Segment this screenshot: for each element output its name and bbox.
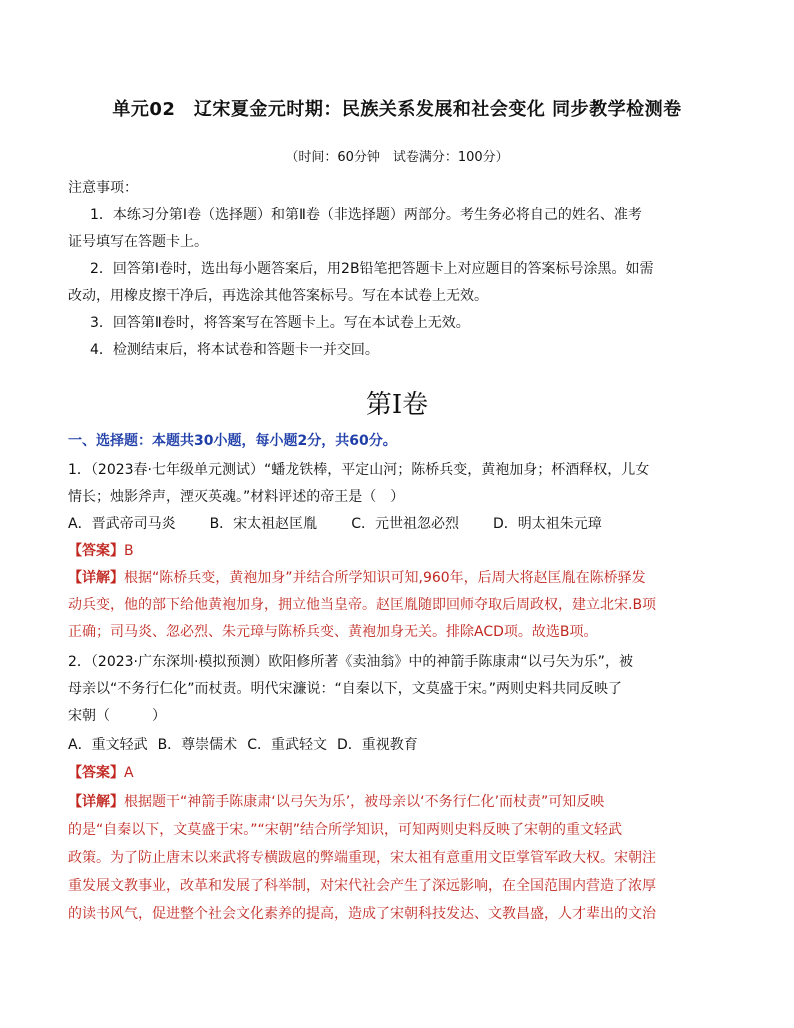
question-options [68, 735, 732, 755]
option-b: B．宋太祖赵匡胤 [209, 516, 318, 532]
note-item: 1．本练习分第Ⅰ卷（选择题）和第Ⅱ卷（非选择题）两部分。考生务必将自己的姓名、准考 [90, 207, 642, 223]
option-d: D．明太祖朱元璋 [492, 516, 602, 532]
detail-line: 重发展文教事业，改革和发展了科举制，对宋代社会产生了深远影响，在全国范围内营造了浓厚 [68, 878, 656, 894]
option-c: C．元世祖忽必烈 [351, 516, 459, 532]
question-stem: 情长；烛影斧声，湮灭英魂。”材料评述的帝王是（ ） [68, 489, 405, 505]
exam-time-info: （时间：60分钟 试卷满分：100分） [285, 150, 509, 165]
option-c: C．重武轻文 [247, 737, 327, 753]
section-instruction: 一、选择题：本题共30小题，每小题2分，共60分。 [68, 433, 397, 449]
note-item: 2．回答第Ⅰ卷时，选出每小题答案后，用2B铅笔把答题卡上对应题目的答案标号涂黑。如需 [90, 261, 654, 277]
detail-label: 【详解】 [68, 570, 124, 586]
detail-text: 根据题干“神箭手陈康肃‘以弓矢为乐’，被母亲以‘不务行仁化’而杖责”可知反映 [124, 794, 605, 810]
question-stem: 1．（2023春·七年级单元测试）“蟠龙铁棒，平定山河；陈桥兵变，黄袍加身；杯酒释权，儿女 [68, 462, 650, 478]
notes-heading: 注意事项： [68, 180, 138, 196]
question-options [68, 514, 732, 534]
detail-text: 根据“陈桥兵变，黄袍加身”并结合所学知识可知,960年，后周大将赵匡胤在陈桥驿发 [124, 570, 646, 586]
section-heading: 第Ⅰ卷 [365, 390, 429, 420]
page-title: 单元02 辽宋夏金元时期：民族关系发展和社会变化 同步教学检测卷 [112, 99, 682, 120]
detail-line: 政策。为了防止唐末以来武将专横跋扈的弊端重现，宋太祖有意重用文臣掌管军政大权。宋朝注 [68, 850, 656, 866]
detail-label: 【详解】 [68, 794, 124, 810]
detail-line: 的读书风气，促进整个社会文化素养的提高，造成了宋朝科技发达、文教昌盛，人才辈出的文治 [68, 906, 656, 922]
answer-value: B [124, 543, 134, 559]
question-stem: 宋朝（ ） [68, 708, 166, 724]
option-b: B．尊崇儒术 [157, 737, 238, 753]
answer-label: 【答案】 [68, 543, 124, 559]
detail-line: 动兵变，他的部下给他黄袍加身，拥立他当皇帝。赵匡胤随即回师夺取后周政权，建立北宋.B项 [68, 597, 657, 613]
detail-line: 正确；司马炎、忽必烈、朱元璋与陈桥兵变、黄袍加身无关。排除ACD项。故选B项。 [68, 624, 598, 640]
note-item: 3．回答第Ⅱ卷时，将答案写在答题卡上。写在本试卷上无效。 [90, 315, 470, 331]
option-d: D．重视教育 [336, 737, 418, 753]
answer-label: 【答案】 [68, 765, 124, 781]
option-a: A．晋武帝司马炎 [68, 516, 176, 532]
note-item: 改动，用橡皮擦干净后，再选涂其他答案标号。写在本试卷上无效。 [68, 288, 488, 304]
detail-line [68, 792, 732, 812]
question-stem: 母亲以“不务行仁化”而杖责。明代宋濂说：“自秦以下，文莫盛于宋。”两则史料共同反映了 [68, 681, 623, 697]
answer-line [68, 541, 732, 561]
answer-line [68, 763, 732, 783]
option-a: A．重文轻武 [68, 737, 148, 753]
question-stem: 2．（2023·广东深圳·模拟预测）欧阳修所著《卖油翁》中的神箭手陈康肃“以弓矢为乐”，被 [68, 654, 633, 670]
note-item: 4．检测结束后，将本试卷和答题卡一并交回。 [90, 342, 379, 358]
detail-line [68, 568, 732, 588]
answer-value: A [124, 765, 134, 781]
detail-line: 的是“自秦以下，文莫盛于宋。”“宋朝”结合所学知识，可知两则史料反映了宋朝的重文轻武 [68, 822, 623, 838]
note-item: 证号填写在答题卡上。 [68, 234, 208, 250]
